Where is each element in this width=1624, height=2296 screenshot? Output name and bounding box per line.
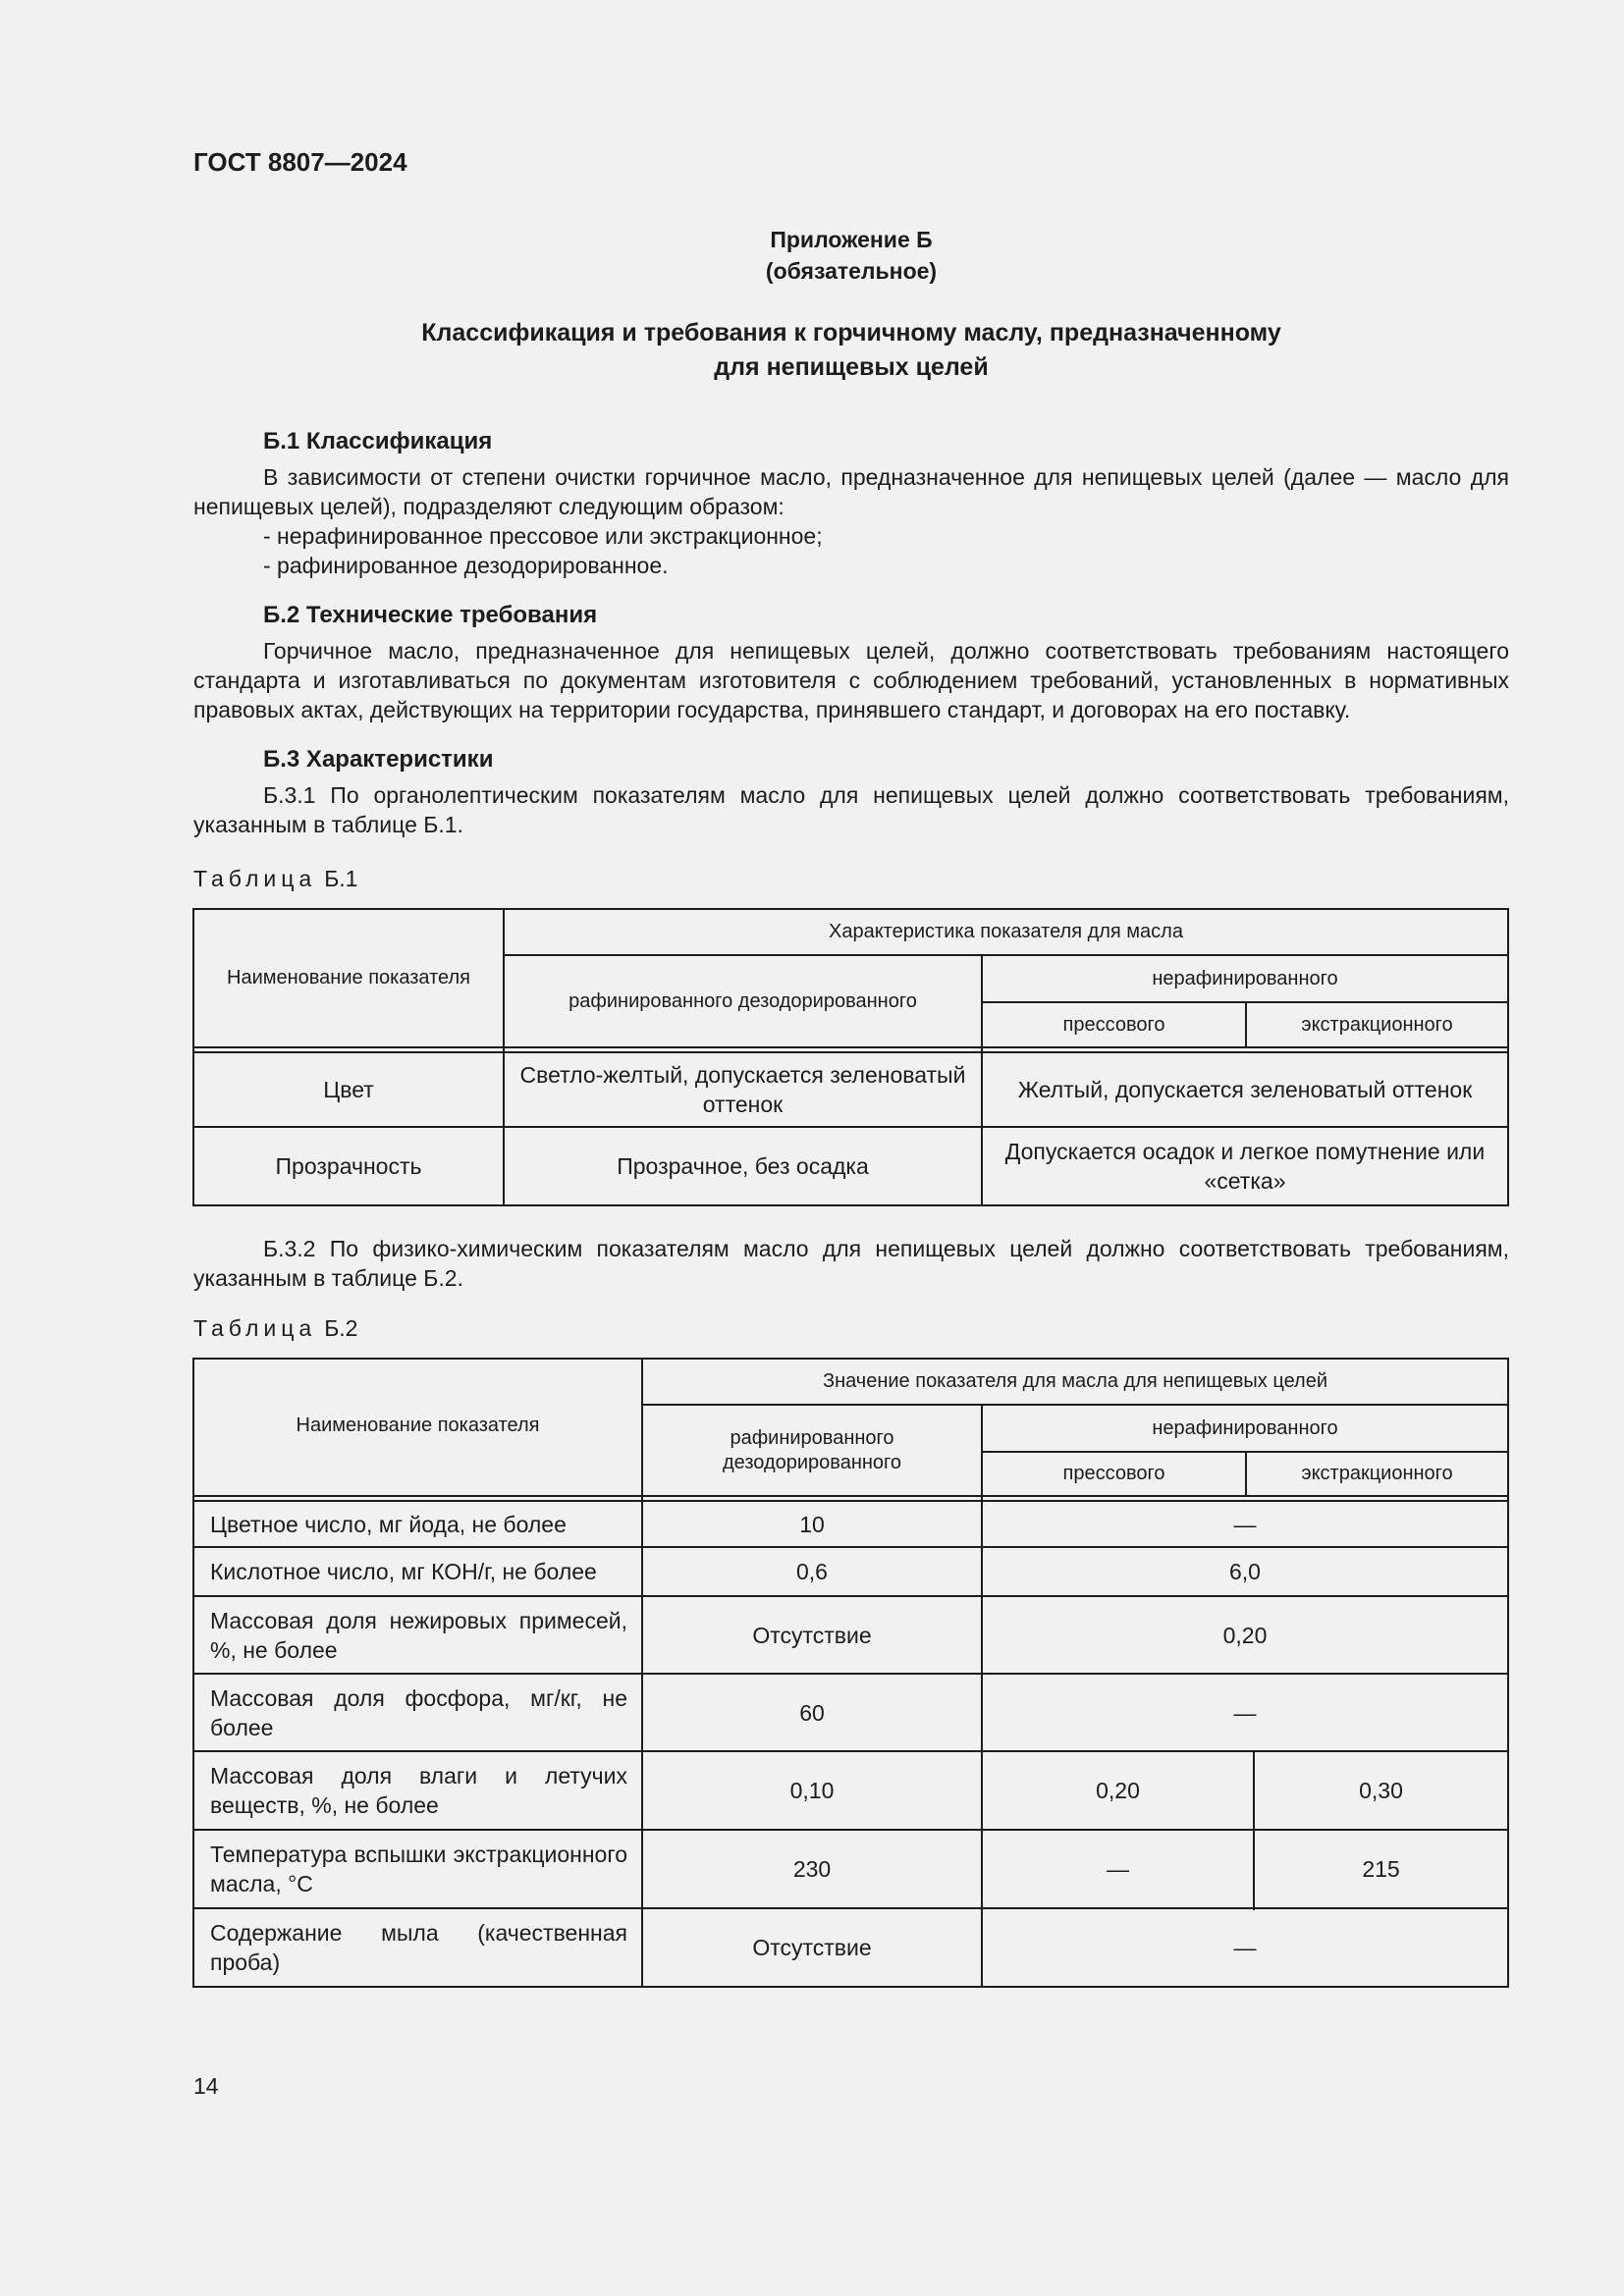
- table2-cell-unrefined: 6,0: [1229, 1559, 1261, 1584]
- table2-cell-pressed: 0,20: [1096, 1778, 1140, 1803]
- table2-cell-name: Кислотное число, мг КОН/г, не более: [210, 1559, 597, 1584]
- table2-cell-name: Массовая доля влаги и летучих веществ, %, не более: [210, 1763, 627, 1818]
- section-b1-text: В зависимости от степени очистки горчичное масло, предназначенное для непищевых целей (далее — масло для непищевых целей), подразделяют следующим образом:: [193, 464, 1509, 519]
- list-item: - нерафинированное прессовое или экстракционное;: [263, 523, 823, 549]
- table1-cell-refined: Светло-желтый, допускается зеленоватый оттенок: [519, 1062, 966, 1117]
- table1-cell-unrefined: Допускается осадок и легкое помутнение или «сетка»: [1004, 1139, 1486, 1194]
- table2-cell-name: Температура вспышки экстракционного масла, °С: [210, 1842, 627, 1896]
- table1-header-extraction: экстракционного: [1301, 1013, 1453, 1036]
- section-b3-1-text: Б.3.1 По органолептическим показателям масло для непищевых целей должно соответствовать требованиям, указанным в таблице Б.1.: [193, 782, 1509, 837]
- table2-cell-refined: 60: [799, 1699, 825, 1726]
- table1-cell-refined: Прозрачное, без осадка: [617, 1153, 869, 1179]
- table2-cell-name: Содержание мыла (качественная проба): [210, 1920, 627, 1975]
- table2-cell-unrefined: —: [1233, 1511, 1257, 1537]
- table2-cell-refined: 10: [799, 1511, 825, 1537]
- table2-caption-number: Б.2: [324, 1315, 358, 1341]
- table2-cell-refined: 230: [792, 1856, 832, 1882]
- section-b3-heading: Б.3 Характеристики: [263, 746, 494, 773]
- section-b3-2: [193, 1234, 1509, 1293]
- section-b3: [193, 745, 1509, 839]
- annex-title-line2: для непищевых целей: [714, 353, 989, 381]
- table2-cell-refined: 0,6: [796, 1559, 828, 1584]
- table2-cell-extraction: 215: [1362, 1856, 1400, 1882]
- document-code: ГОСТ 8807—2024: [193, 147, 407, 177]
- annex-title-line1: Классификация и требования к горчичному маслу, предназначенному: [421, 319, 1281, 347]
- list-item: - рафинированное дезодорированное.: [263, 553, 669, 578]
- table2-cell-refined: 0,10: [789, 1778, 835, 1803]
- table1-header-pressed: прессового: [1062, 1013, 1165, 1036]
- section-b1: [193, 427, 1509, 580]
- annex-status: (обязательное): [765, 258, 938, 284]
- section-b2-text: Горчичное масло, предназначенное для непищевых целей, должно соответствовать требованиям настоящего стандарта и изготавливаться по документам изготовителя с соблюдением требований, установленных в нормативных правовых актах, действующих на территории государства, принявшего стандарт, и договорах на его поставку.: [193, 638, 1509, 722]
- table1-header-refined: рафинированного дезодорированного: [568, 989, 917, 1012]
- table2-cell-pressed: —: [1107, 1856, 1129, 1882]
- table2-cell-name: Цветное число, мг йода, не более: [210, 1511, 567, 1537]
- table2-cell-refined: Отсутствие: [752, 1622, 872, 1648]
- table1-caption: [193, 866, 357, 892]
- table1-cell-unrefined: Желтый, допускается зеленоватый оттенок: [1017, 1077, 1473, 1102]
- section-b1-heading: Б.1 Классификация: [263, 428, 493, 454]
- table2-header-refined: рафинированного дезодорированного: [722, 1426, 902, 1473]
- section-b2: [193, 601, 1509, 724]
- table1-cell-name: Прозрачность: [275, 1153, 422, 1179]
- table2-cell-refined: Отсутствие: [752, 1935, 872, 1960]
- annex-label: Приложение Б: [770, 227, 933, 252]
- table2-cell-unrefined: —: [1233, 1935, 1257, 1960]
- table2-header-extraction: экстракционного: [1301, 1463, 1453, 1484]
- table1-caption-number: Б.1: [324, 866, 358, 891]
- section-b2-heading: Б.2 Технические требования: [263, 602, 598, 628]
- table1-header-group: Характеристика показателя для масла: [829, 921, 1183, 942]
- table1-header-name: Наименование показателя: [227, 967, 470, 988]
- table2-header-pressed: прессового: [1062, 1463, 1165, 1484]
- table2-cell-name: Массовая доля фосфора, мг/кг, не более: [210, 1684, 627, 1740]
- table2-cell-extraction: 0,30: [1359, 1778, 1403, 1803]
- table2-cell-unrefined: —: [1233, 1699, 1257, 1726]
- table2-cell-unrefined: 0,20: [1222, 1622, 1268, 1648]
- table2-caption-word: Таблица: [193, 1315, 317, 1341]
- table2-header-unrefined: нерафинированного: [1152, 1416, 1338, 1439]
- page-number: 14: [193, 2073, 219, 2099]
- annex-label-block: [193, 224, 1509, 287]
- table2-caption: [193, 1315, 357, 1342]
- table2-header-group: Значение показателя для масла для непищевых целей: [822, 1370, 1327, 1392]
- table1-header-unrefined: нерафинированного: [1152, 967, 1338, 989]
- table2-cell-name: Массовая доля нежировых примесей, %, не более: [210, 1607, 627, 1663]
- table1-caption-word: Таблица: [193, 866, 317, 891]
- table1-cell-name: Цвет: [323, 1077, 374, 1102]
- section-b3-2-text: Б.3.2 По физико-химическим показателям масло для непищевых целей должно соответствовать требованиям, указанным в таблице Б.2.: [193, 1236, 1509, 1291]
- table2-header-name: Наименование показателя: [296, 1415, 540, 1436]
- annex-title: [193, 316, 1509, 385]
